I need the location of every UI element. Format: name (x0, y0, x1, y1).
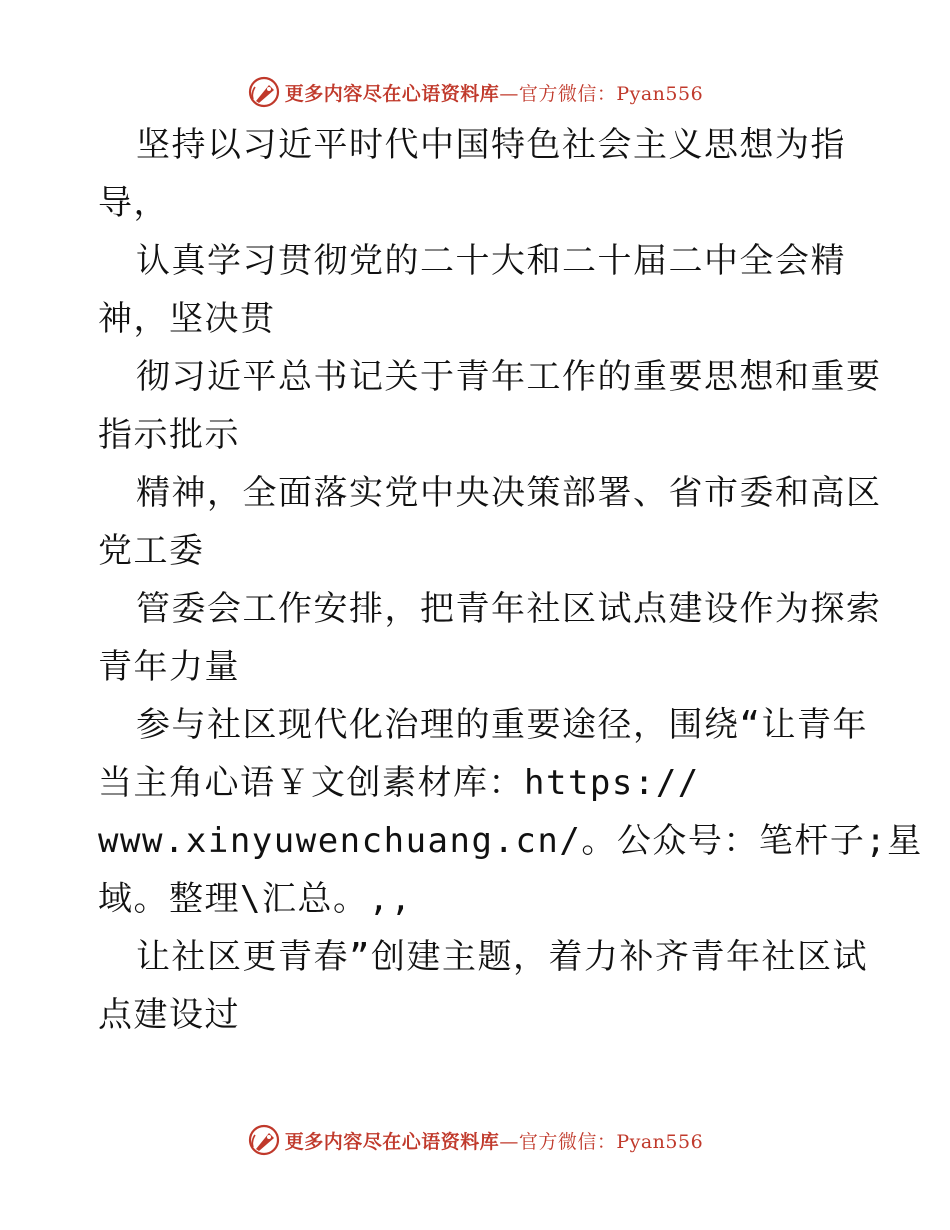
footer-banner (0, 1120, 950, 1160)
body-line: 让社区更青春”创建主题，着力补齐青年社区试 (136, 937, 868, 977)
banner-brand: 更多内容尽在心语资料库 (284, 82, 500, 105)
body-line: 精神，全面落实党中央决策部署、省市委和高区 (136, 473, 882, 513)
body-line: 指示批示 (98, 415, 240, 455)
pen-nib-logo-icon (247, 1123, 281, 1157)
banner-contact-label: 官方微信： (518, 82, 617, 105)
body-line: 当主角心语￥文创素材库：https:// (98, 763, 700, 803)
banner-contact-label: 官方微信： (518, 1130, 617, 1153)
body-line: 点建设过 (98, 995, 240, 1035)
body-line: 管委会工作安排，把青年社区试点建设作为探索 (136, 589, 882, 629)
pen-nib-logo-icon (247, 75, 281, 109)
body-line: 参与社区现代化治理的重要途径，围绕“让青年 (136, 705, 868, 745)
body-line: www.xinyuwenchuang.cn/。公众号：笔杆子;星 (98, 821, 923, 861)
banner-brand-text (285, 79, 703, 106)
body-line: 神，坚决贯 (98, 299, 276, 339)
banner-account: Pyan556 (616, 1130, 704, 1153)
body-line: 党工委 (98, 531, 205, 571)
banner-separator: — (499, 82, 519, 105)
banner-account: Pyan556 (616, 82, 704, 105)
body-line: 坚持以习近平时代中国特色社会主义思想为指 (136, 125, 846, 165)
document-body (98, 116, 923, 1044)
body-line: 彻习近平总书记关于青年工作的重要思想和重要 (136, 357, 882, 397)
body-line: 青年力量 (98, 647, 240, 687)
body-line: 导， (98, 183, 169, 223)
header-banner (0, 72, 950, 112)
banner-separator: — (499, 1130, 519, 1153)
banner-brand: 更多内容尽在心语资料库 (284, 1130, 500, 1153)
banner-brand-text (285, 1127, 703, 1154)
body-line: 认真学习贯彻党的二十大和二十届二中全会精 (136, 241, 846, 281)
body-line: 域。整理\汇总。,, (98, 879, 413, 919)
